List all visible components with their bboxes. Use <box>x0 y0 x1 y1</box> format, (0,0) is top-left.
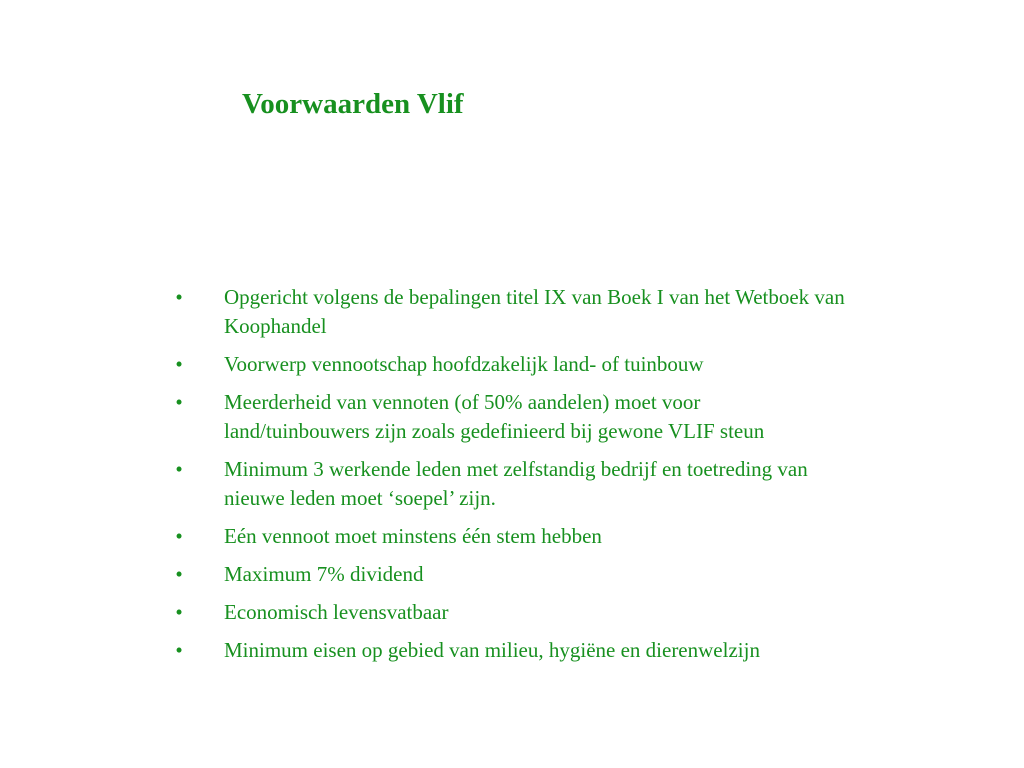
bullet-icon: • <box>175 285 183 309</box>
bullet-icon: • <box>175 352 183 376</box>
bullet-icon: • <box>175 457 183 481</box>
bullet-icon: • <box>175 562 183 586</box>
bullet-list <box>166 283 846 674</box>
bullet-icon: • <box>175 600 183 624</box>
list-item <box>166 455 846 513</box>
list-item <box>166 598 846 627</box>
list-item-text: Eén vennoot moet minstens één stem hebben <box>224 524 602 548</box>
list-item-text: Opgericht volgens de bepalingen titel IX van Boek I van het Wetboek van Koophandel <box>224 285 845 338</box>
list-item-text: Minimum eisen op gebied van milieu, hygiëne en dierenwelzijn <box>224 638 760 662</box>
bullet-icon: • <box>175 638 183 662</box>
list-item-text: Voorwerp vennootschap hoofdzakelijk land- of tuinbouw <box>224 352 704 376</box>
list-item <box>166 350 846 379</box>
bullet-icon: • <box>175 390 183 414</box>
bullet-icon: • <box>175 524 183 548</box>
slide-title: Voorwaarden Vlif <box>242 88 464 120</box>
list-item <box>166 560 846 589</box>
list-item-text: Minimum 3 werkende leden met zelfstandig bedrijf en toetreding van nieuwe leden moet ‘soepel’ zijn. <box>224 457 808 510</box>
list-item-text: Maximum 7% dividend <box>224 562 424 586</box>
list-item-text: Economisch levensvatbaar <box>224 600 449 624</box>
list-item <box>166 522 846 551</box>
list-item <box>166 388 846 446</box>
list-item <box>166 283 846 341</box>
list-item <box>166 636 846 665</box>
list-item-text: Meerderheid van vennoten (of 50% aandelen) moet voor land/tuinbouwers zijn zoals gedefinieerd bij gewone VLIF steun <box>224 390 765 443</box>
